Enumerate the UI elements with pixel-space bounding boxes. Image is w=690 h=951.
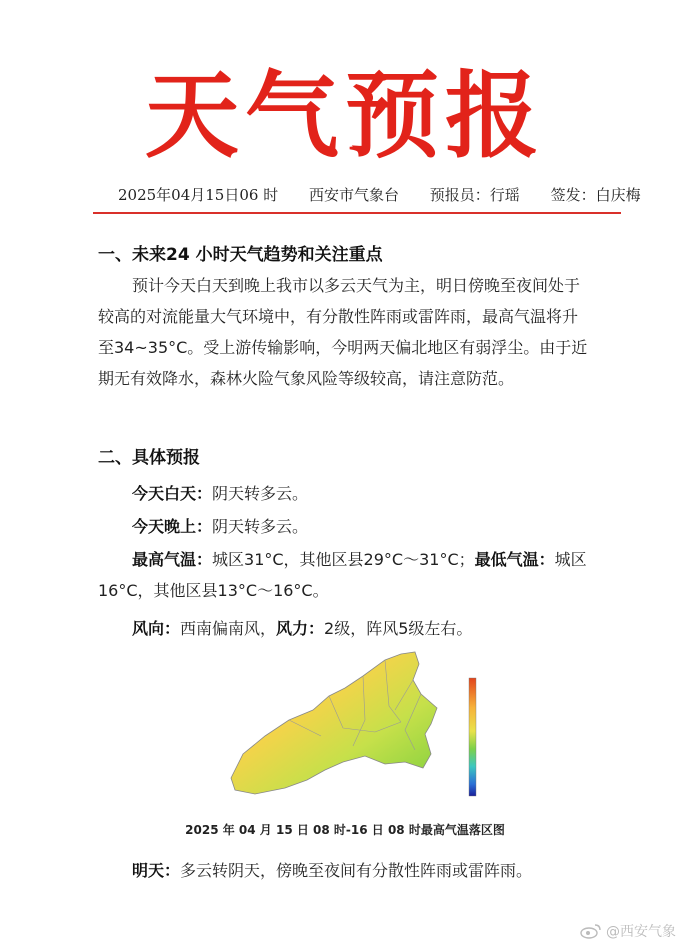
max-temp-value: 城区31°C，其他区县29°C～31°C； bbox=[212, 550, 475, 569]
temperature-row bbox=[98, 544, 590, 606]
map-caption: 2025 年 04 月 15 日 08 时-16 日 08 时最高气温落区图 bbox=[185, 823, 505, 837]
issue-datetime: 2025年04月15日06 时 bbox=[118, 186, 279, 204]
wind-force-label: 风力： bbox=[276, 619, 325, 638]
max-temperature-map bbox=[225, 650, 495, 800]
wind-row bbox=[132, 616, 472, 639]
issuing-agency: 西安市气象台 bbox=[308, 186, 399, 204]
tomorrow-label: 明天： bbox=[132, 861, 181, 880]
header-divider bbox=[93, 212, 621, 214]
section1-heading: 一、未来24 小时天气趋势和关注重点 bbox=[98, 245, 383, 265]
forecaster: 预报员：行瑶 bbox=[429, 186, 520, 204]
min-temp-value: 城区16°C，其他区县13°C～16°C。 bbox=[98, 550, 587, 600]
weibo-icon bbox=[580, 923, 602, 939]
page-title: 天气预报 bbox=[144, 62, 545, 171]
tonight-label: 今天晚上： bbox=[132, 517, 213, 536]
wind-dir-label: 风向： bbox=[132, 619, 181, 638]
today-day-label: 今天白天： bbox=[132, 484, 213, 503]
section1-body: 预计今天白天到晚上我市以多云天气为主，明日傍晚至夜间处于较高的对流能量大气环境中，有分散性阵雨或雷阵雨，最高气温将升至34~35°C。受上游传输影响，今明两天偏北地区有弱浮尘。由于近期无有效降水，森林火险气象风险等级较高，请注意防范。 bbox=[98, 276, 588, 388]
max-temp-label: 最高气温： bbox=[132, 550, 213, 569]
region-outline bbox=[231, 652, 437, 794]
today-day-value: 阴天转多云。 bbox=[212, 484, 309, 503]
wind-dir-value: 西南偏南风， bbox=[180, 619, 277, 638]
color-scale-bar bbox=[469, 678, 476, 796]
section2-heading: 二、具体预报 bbox=[98, 448, 200, 468]
tomorrow-row bbox=[132, 858, 532, 881]
tomorrow-value: 多云转阴天，傍晚至夜间有分散性阵雨或雷阵雨。 bbox=[180, 861, 533, 880]
watermark-text: @西安气象 bbox=[606, 924, 676, 940]
today-day-row bbox=[132, 481, 308, 504]
tonight-row bbox=[132, 514, 308, 537]
weibo-watermark bbox=[580, 921, 676, 941]
min-temp-label: 最低气温： bbox=[474, 550, 555, 569]
wind-force-value: 2级，阵风5级左右。 bbox=[324, 619, 473, 638]
signer: 签发：白庆梅 bbox=[550, 186, 641, 204]
issue-meta bbox=[118, 184, 655, 205]
tonight-value: 阴天转多云。 bbox=[212, 517, 309, 536]
